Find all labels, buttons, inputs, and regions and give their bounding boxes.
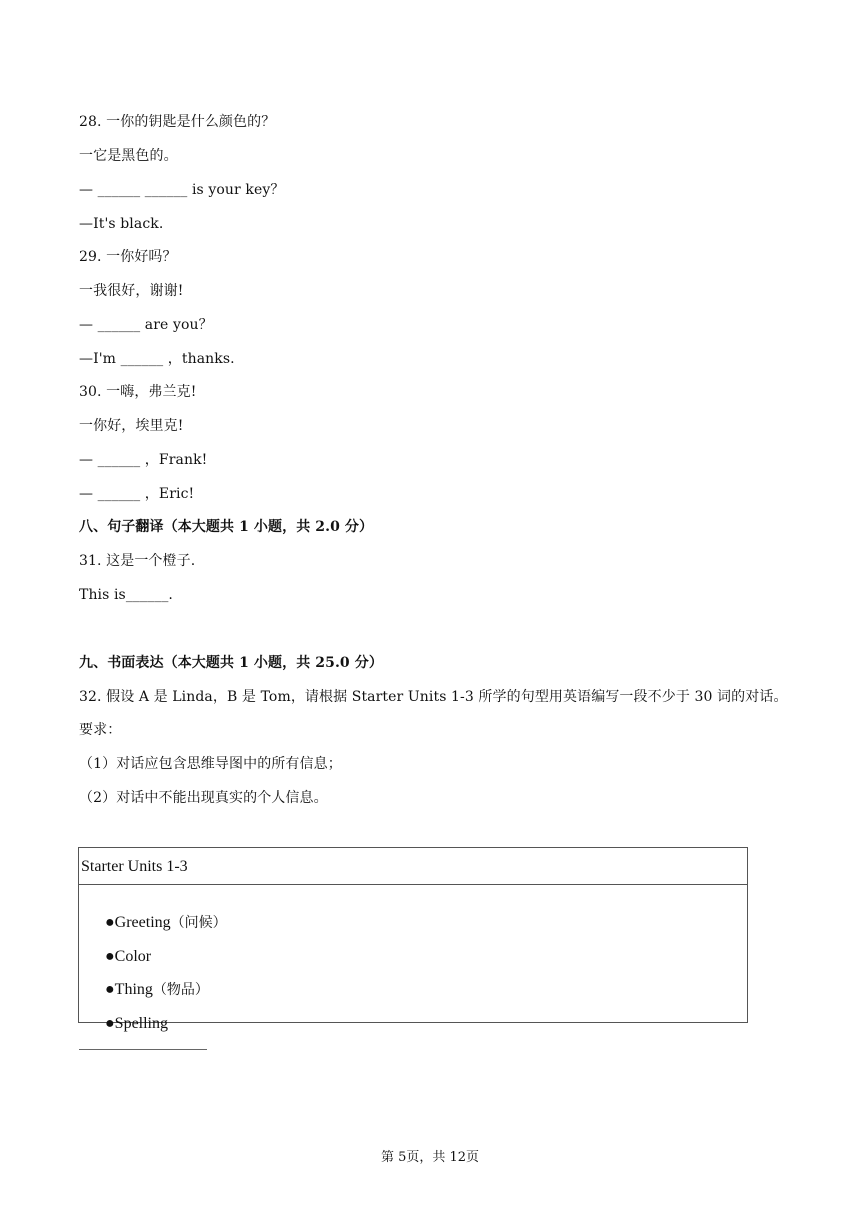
q31-stem: 31. 这是一个橙子. <box>79 553 196 569</box>
mind-map-item-greeting-en: ●Greeting <box>105 914 171 931</box>
q30-line-3: — ______ ，Frank! <box>79 452 208 468</box>
q28-line-3: — ______ ______ is your key？ <box>79 182 285 198</box>
mind-map-box <box>78 847 748 1032</box>
q29-line-3: — ______ are you？ <box>79 317 213 333</box>
requirement-2: （2）对话中不能出现真实的个人信息。 <box>79 790 328 806</box>
section-8-heading: 八、句子翻译（本大题共 1 小题，共 2.0 分） <box>79 519 374 535</box>
mind-map-item-thing-en: ●Thing <box>105 981 153 998</box>
mind-map-item-spelling-en: ●Spelling <box>105 1015 168 1032</box>
mind-map-item-color-en: ●Color <box>105 948 152 965</box>
mind-map-item-thing-cn: （物品） <box>152 983 209 998</box>
page-indicator: 第 5页，共 12页 <box>380 1150 480 1165</box>
answer-writing-line <box>79 1049 207 1050</box>
q28-line-2: 一它是黑色的。 <box>79 148 178 164</box>
q29-line-2: 一我很好，谢谢! <box>79 283 184 299</box>
q30-line-2: 一你好，埃里克! <box>79 418 184 434</box>
mind-map-item-greeting-cn: （问候） <box>170 916 227 931</box>
q30-line-4: — ______ ，Eric! <box>79 486 195 502</box>
q28-stem: 28. 一你的钥匙是什么颜色的？ <box>79 114 276 130</box>
q32-stem: 32. 假设 A 是 Linda，B 是 Tom，请根据 Starter Units 1-3 所学的句型用英语编写一段不少于 30 词的对话。 <box>79 689 788 705</box>
mind-map-title: Starter Units 1-3 <box>79 848 747 885</box>
q30-stem: 30. 一嗨，弗兰克! <box>79 384 197 400</box>
requirement-1: （1）对话应包含思维导图中的所有信息； <box>79 756 342 772</box>
q29-line-4: —I'm ______ ，thanks. <box>79 351 235 367</box>
requirements-label: 要求： <box>79 722 122 738</box>
q29-stem: 29. 一你好吗？ <box>79 249 177 265</box>
q31-answer-line: This is______. <box>79 587 173 603</box>
q28-line-4: —It's black. <box>79 216 164 232</box>
section-9-heading: 九、书面表达（本大题共 1 小题，共 25.0 分） <box>79 655 383 671</box>
mind-map-item-spelling <box>81 997 168 1052</box>
